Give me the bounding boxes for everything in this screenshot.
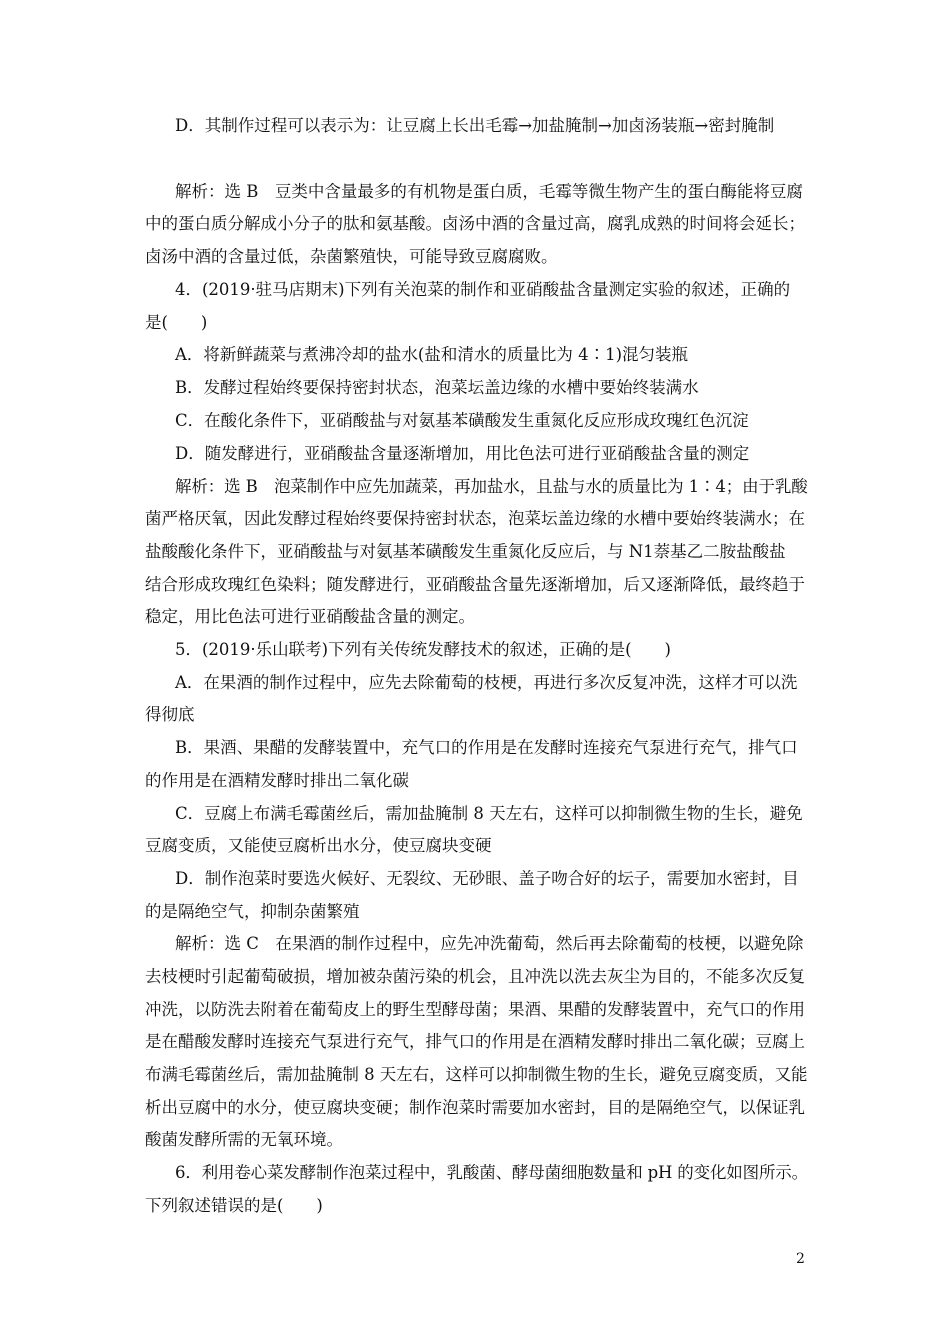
q4-explanation-line-2: 菌严格厌氧，因此发酵过程始终要保持密封状态，泡菜坛盖边缘的水槽中要始终装满水；在 xyxy=(145,509,805,528)
q5-explanation-line-1: 解析：选 C 在果酒的制作过程中，应先冲洗葡萄，然后再去除葡萄的枝梗，以避免除 xyxy=(175,934,804,953)
question-6-stem-line-1: 6．利用卷心菜发酵制作泡菜过程中，乳酸菌、酵母菌细胞数量和 pH 的变化如图所示。 xyxy=(175,1163,808,1182)
question-5-stem: 5．(2019·乐山联考)下列有关传统发酵技术的叙述，正确的是( ) xyxy=(175,640,671,659)
question-5-option-a-line-2: 得彻底 xyxy=(145,705,195,724)
q3-explanation-line-2: 中的蛋白质分解成小分子的肽和氨基酸。卤汤中酒的含量过高，腐乳成熟的时间将会延长； xyxy=(145,214,805,233)
q4-explanation-line-4: 结合形成玫瑰红色染料；随发酵进行，亚硝酸盐含量先逐渐增加，后又逐渐降低，最终趋于 xyxy=(145,575,805,594)
question-4-stem-line-2: 是( ) xyxy=(145,313,208,332)
page-number: 2 xyxy=(796,1251,805,1267)
question-6-stem-line-2: 下列叙述错误的是( ) xyxy=(145,1196,323,1215)
q5-explanation-line-7: 酸菌发酵所需的无氧环境。 xyxy=(145,1130,343,1149)
q5-explanation-line-5: 布满毛霉菌丝后，需加盐腌制 8 天左右，这样可以抑制微生物的生长，避免豆腐变质，又能 xyxy=(145,1065,808,1084)
question-5-option-c-line-2: 豆腐变质，又能使豆腐析出水分，使豆腐块变硬 xyxy=(145,836,492,855)
question-4-option-b: B．发酵过程始终要保持密封状态，泡菜坛盖边缘的水槽中要始终装满水 xyxy=(175,378,699,397)
q4-explanation-line-3: 盐酸酸化条件下，亚硝酸盐与对氨基苯磺酸发生重氮化反应后，与 N1萘基乙二胺盐酸盐 xyxy=(145,542,786,561)
question-4-option-a: A．将新鲜蔬菜与煮沸冷却的盐水(盐和清水的质量比为 4∶1)混匀装瓶 xyxy=(175,345,689,364)
question-5-option-a-line-1: A．在果酒的制作过程中，应先去除葡萄的枝梗，再进行多次反复冲洗，这样才可以洗 xyxy=(175,673,798,692)
q5-explanation-line-6: 析出豆腐中的水分，使豆腐块变硬；制作泡菜时需要加水密封，目的是隔绝空气，以保证乳 xyxy=(145,1098,805,1117)
q4-explanation-line-5: 稳定，用比色法可进行亚硝酸盐含量的测定。 xyxy=(145,607,475,626)
q3-explanation-line-3: 卤汤中酒的含量过低，杂菌繁殖快，可能导致豆腐腐败。 xyxy=(145,247,558,266)
question-5-option-d-line-1: D．制作泡菜时要选火候好、无裂纹、无砂眼、盖子吻合好的坛子，需要加水密封，目 xyxy=(175,869,799,888)
question-4-option-c: C．在酸化条件下，亚硝酸盐与对氨基苯磺酸发生重氮化反应形成玫瑰红色沉淀 xyxy=(175,411,749,430)
q5-explanation-line-4: 是在醋酸发酵时连接充气泵进行充气，排气口的作用是在酒精发酵时排出二氧化碳；豆腐上 xyxy=(145,1032,805,1051)
q5-explanation-line-3: 冲洗，以防洗去附着在葡萄皮上的野生型酵母菌；果酒、果醋的发酵装置中，充气口的作用 xyxy=(145,1000,805,1019)
question-4-stem-line-1: 4．(2019·驻马店期末)下列有关泡菜的制作和亚硝酸盐含量测定实验的叙述，正确的 xyxy=(175,280,791,299)
question-5-option-d-line-2: 的是隔绝空气，抑制杂菌繁殖 xyxy=(145,902,360,921)
question-5-option-c-line-1: C．豆腐上布满毛霉菌丝后，需加盐腌制 8 天左右，这样可以抑制微生物的生长，避免 xyxy=(175,804,803,823)
question-5-option-b-line-2: 的作用是在酒精发酵时排出二氧化碳 xyxy=(145,771,409,790)
q5-explanation-line-2: 去枝梗时引起葡萄破损，增加被杂菌污染的机会，且冲洗以洗去灰尘为目的，不能多次反复 xyxy=(145,967,805,986)
q3-explanation-line-1: 解析：选 B 豆类中含量最多的有机物是蛋白质，毛霉等微生物产生的蛋白酶能将豆腐 xyxy=(175,182,803,201)
question-4-option-d: D．随发酵进行，亚硝酸盐含量逐渐增加，用比色法可进行亚硝酸盐含量的测定 xyxy=(175,444,750,463)
question-3-option-d: D．其制作过程可以表示为：让豆腐上长出毛霉→加盐腌制→加卤汤装瓶→密封腌制 xyxy=(175,116,775,135)
question-5-option-b-line-1: B．果酒、果醋的发酵装置中，充气口的作用是在发酵时连接充气泵进行充气，排气口 xyxy=(175,738,798,757)
q4-explanation-line-1: 解析：选 B 泡菜制作中应先加蔬菜，再加盐水，且盐与水的质量比为 1∶4；由于乳酸 xyxy=(175,477,808,496)
